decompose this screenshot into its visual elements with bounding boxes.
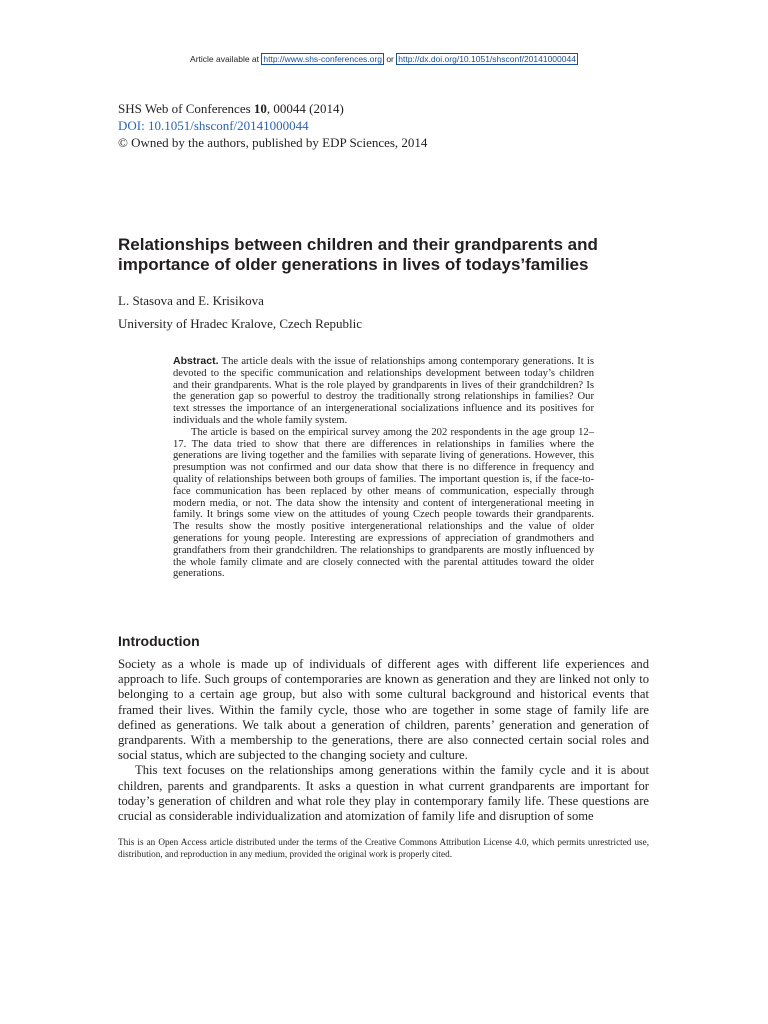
journal-volume: 10: [253, 101, 267, 116]
article-availability-note: [0, 54, 768, 64]
conference-site-link[interactable]: http://www.shs-conferences.org: [263, 54, 382, 64]
availability-or: or: [383, 54, 397, 64]
paper-title: [118, 235, 658, 275]
availability-prefix: Article available at: [190, 54, 262, 64]
section-heading-introduction: Introduction: [118, 633, 200, 649]
abstract-label: Abstract.: [173, 355, 219, 367]
abstract-paragraph-2: The article is based on the empirical survey among the 202 respondents in the age group 12–17. The data tried to show that there are differences in relationships in families where the generations are living together and the families with separate living of generations. However, this presumption was not confirmed and our data show that there is no difference in frequency and quality of relationships between both groups of families. The important question is, if the face-to-face communication has been replaced by other means of communication, especially through modern media, or not. The data show the intensity and content of intergenerational meeting in family. It brings some view on the attitudes of young Czech people towards their grandparents. The results show the mostly positive intergenerational relationships and the value of older generations for young people. Interesting are expressions of appreciation of grandmothers and grandfathers from their grandchildren. The relationships to grandparents are mostly influenced by the whole family climate and are closely connected with the parental attitudes toward the older generations.: [173, 426, 594, 580]
paper-authors: L. Stasova and E. Krisikova: [118, 293, 264, 308]
abstract-text-1: The article deals with the issue of relationships among contemporary generations. It is devoted to the specific communication and relationships development between today’s children and their grandparents. What is the role played by grandparents in lives of their grandchildren? Is the generation gap so powerful to destroy the traditionally strong relationships in families? Our text stresses the importance of an intergenerational socializations influence and its positives for individuals and the whole family system.: [173, 356, 594, 426]
journal-doi[interactable]: DOI: 10.1051/shsconf/20141000044: [118, 118, 309, 133]
paper-affiliation: University of Hradec Kralove, Czech Republic: [118, 316, 363, 331]
introduction-paragraph-2: This text focuses on the relationships among generations within the family cycle and it is about children, parents and grandparents. It asks a question in what current grandparents are important for today’s generation of children and what role they play in contemporary family life. These questions are crucial as considerable individualization and atomization of family life and disruption of some: [118, 763, 649, 824]
abstract-paragraph-1: [173, 356, 594, 427]
introduction-paragraph-1: Society as a whole is made up of individuals of different ages with different life experiences and approach to life. Such groups of contemporaries are known as generation and they are linked not only to belonging to a certain age group, but also with some cultural background and historical events that framed their lives. Within the family cycle, those who are together in some stage of family life are defined as generations. We talk about a generation of children, parents’ generation and generation of grandparents. With a membership to the generations, there are also connected certain social roles and social status, which are subjected to the changing society and culture.: [118, 657, 649, 763]
introduction-body: [118, 657, 649, 824]
abstract: [173, 356, 594, 580]
journal-info: [118, 100, 658, 151]
journal-article-year: , 00044 (2014): [266, 101, 344, 116]
doi-link[interactable]: http://dx.doi.org/10.1051/shsconf/20141000044: [398, 54, 576, 64]
paper-title-line-1: Relationships between children and their grandparents and: [118, 235, 598, 254]
license-footnote: This is an Open Access article distributed under the terms of the Creative Commons Attribution License 4.0, which permits unrestricted use, distribution, and reproduction in any medium, provided the original work is properly cited.: [118, 837, 649, 859]
journal-copyright: © Owned by the authors, published by EDP Sciences, 2014: [118, 135, 428, 150]
paper-title-line-2: importance of older generations in lives of todays’families: [118, 255, 589, 274]
journal-name: SHS Web of Conferences: [118, 101, 254, 116]
journal-citation: [118, 100, 658, 117]
